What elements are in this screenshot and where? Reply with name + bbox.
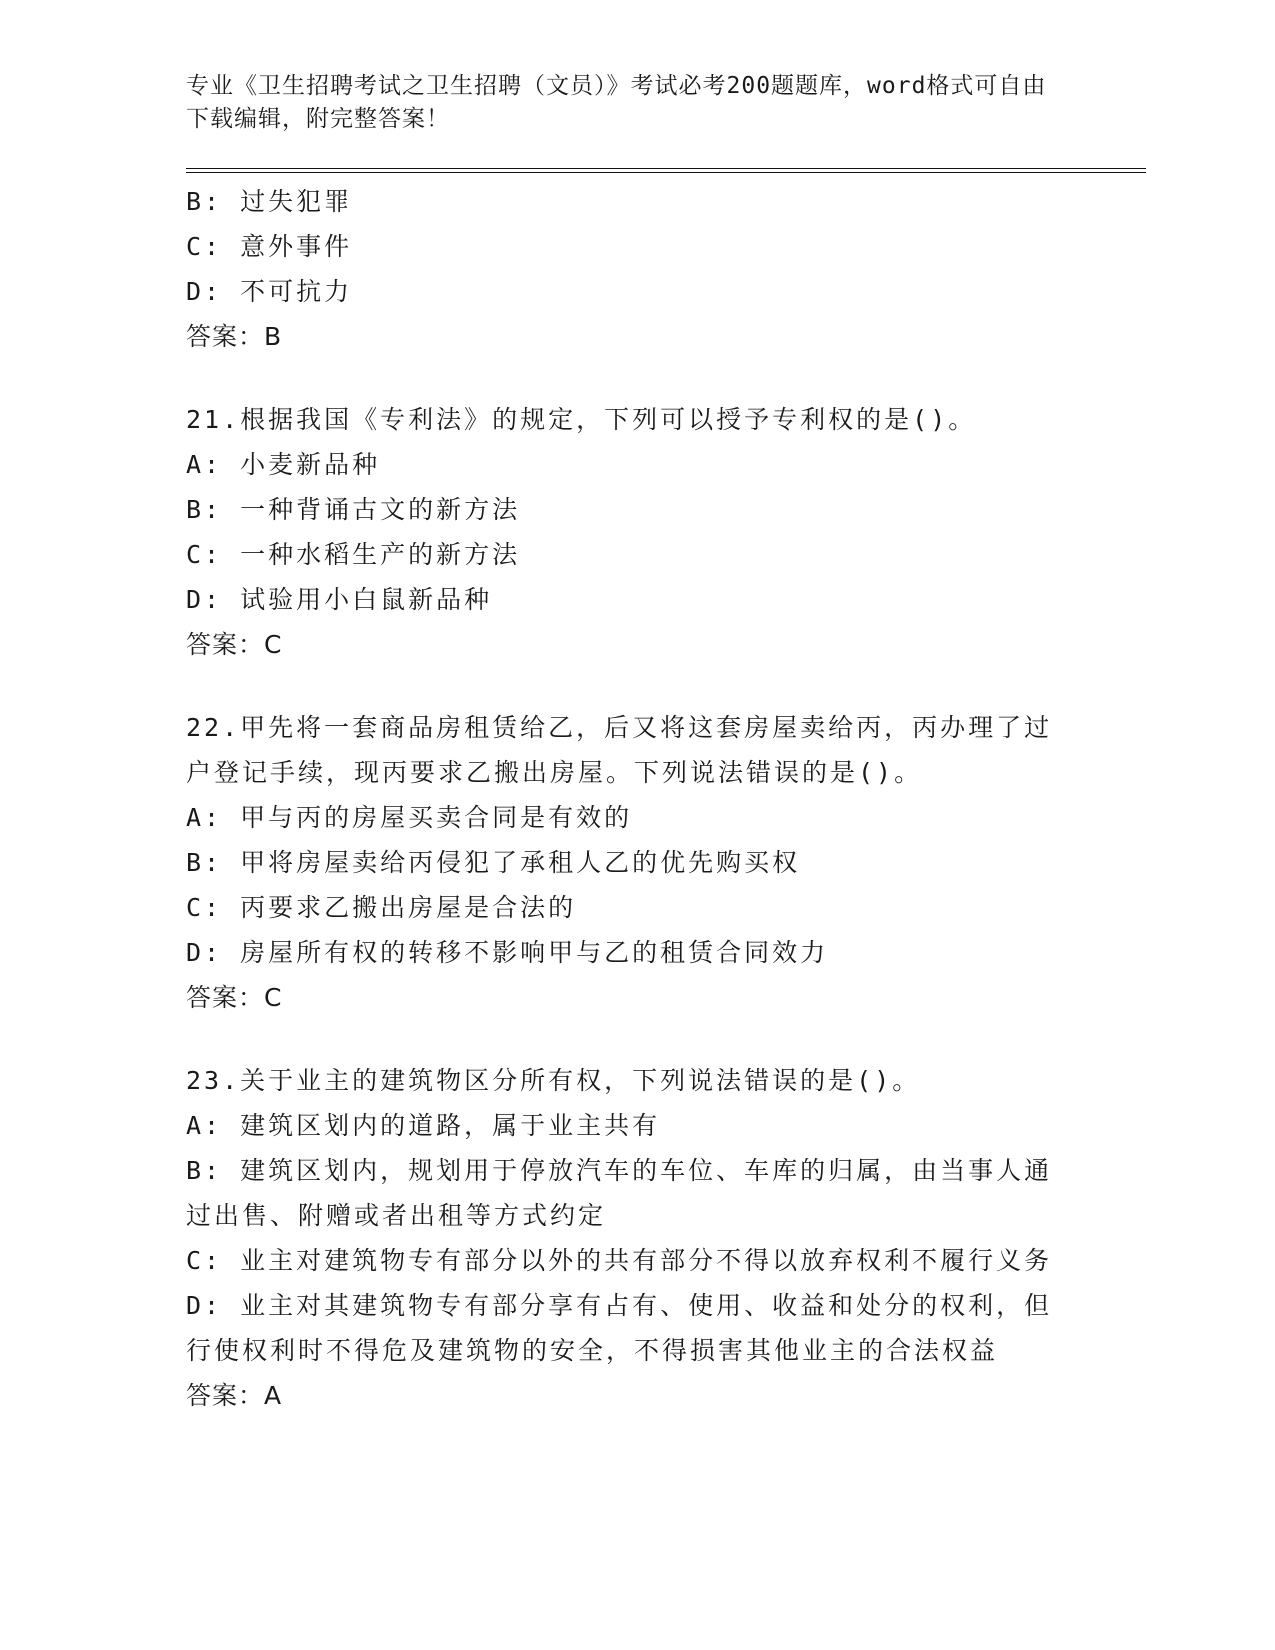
- option-line: D: 房屋所有权的转移不影响甲与乙的租赁合同效力: [186, 938, 829, 967]
- question-block-prev: [186, 179, 1146, 359]
- question-block-23: [186, 1058, 1146, 1418]
- option-line: B: 过失犯罪: [186, 187, 353, 216]
- option-line: B: 一种背诵古文的新方法: [186, 495, 521, 524]
- option-line: D: 不可抗力: [186, 277, 353, 306]
- option-line: A: 小麦新品种: [186, 450, 381, 479]
- option-line: C: 丙要求乙搬出房屋是合法的: [186, 893, 577, 922]
- header-divider: [186, 168, 1146, 173]
- answer-line: 答案：C: [186, 983, 283, 1012]
- option-line: A: 甲与丙的房屋买卖合同是有效的: [186, 803, 633, 832]
- option-line: C: 一种水稻生产的新方法: [186, 540, 521, 569]
- question-block-21: [186, 397, 1146, 667]
- option-line: C: 意外事件: [186, 232, 353, 261]
- document-content: [186, 179, 1146, 1418]
- answer-line: 答案：B: [186, 322, 283, 351]
- question-block-22: [186, 705, 1146, 1020]
- document-header: 专业《卫生招聘考试之卫生招聘（文员）》考试必考200题题库，word格式可自由下载编辑，附完整答案！: [186, 73, 1047, 132]
- question-stem: 23.关于业主的建筑物区分所有权，下列说法错误的是()。: [186, 1066, 921, 1095]
- option-line: B: 甲将房屋卖给丙侵犯了承租人乙的优先购买权: [186, 848, 801, 877]
- option-line: C: 业主对建筑物专有部分以外的共有部分不得以放弃权利不履行义务: [186, 1246, 1053, 1275]
- option-line: A: 建筑区划内的道路，属于业主共有: [186, 1111, 661, 1140]
- answer-line: 答案：C: [186, 630, 283, 659]
- question-stem: 22.甲先将一套商品房租赁给乙，后又将这套房屋卖给丙，丙办理了过户登记手续，现丙要求乙搬出房屋。下列说法错误的是()。: [186, 713, 1053, 787]
- document-page: [186, 70, 1146, 1456]
- answer-line: 答案：A: [186, 1381, 283, 1410]
- option-line: D: 业主对其建筑物专有部分享有占有、使用、收益和处分的权利，但行使权利时不得危及建筑物的安全，不得损害其他业主的合法权益: [186, 1291, 1053, 1365]
- question-stem: 21.根据我国《专利法》的规定，下列可以授予专利权的是()。: [186, 405, 977, 434]
- option-line: D: 试验用小白鼠新品种: [186, 585, 493, 614]
- option-line: B: 建筑区划内，规划用于停放汽车的车位、车库的归属，由当事人通过出售、附赠或者出租等方式约定: [186, 1156, 1053, 1230]
